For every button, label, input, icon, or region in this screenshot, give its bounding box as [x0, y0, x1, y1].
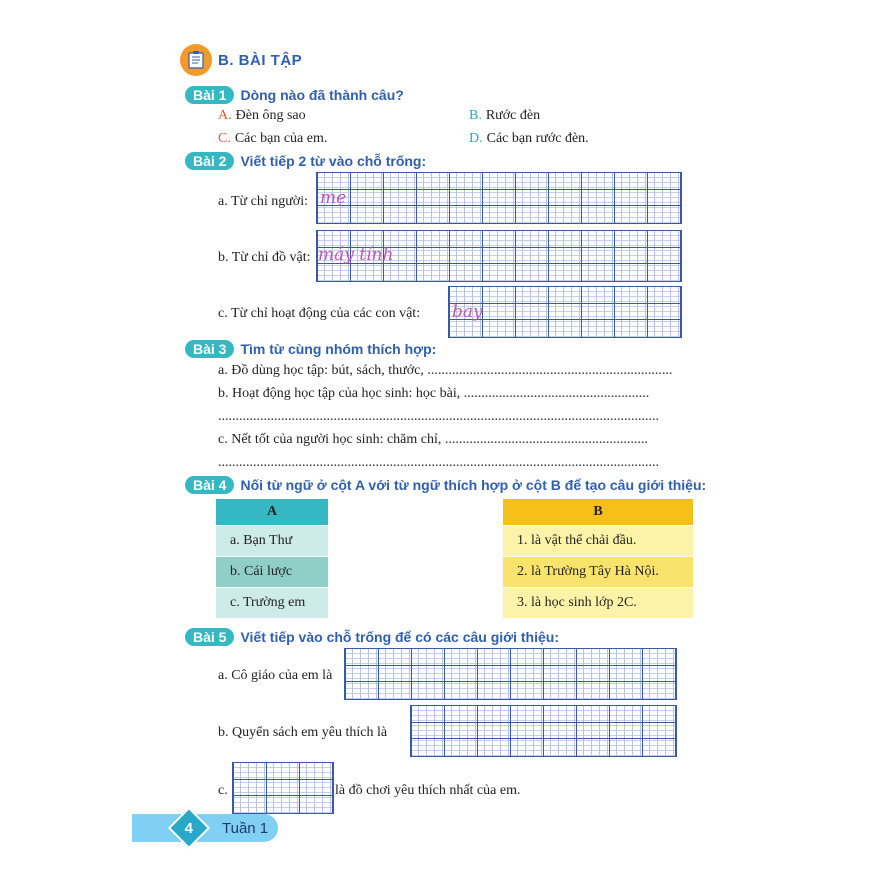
bai2-b-handwriting: máy tính	[318, 245, 394, 265]
bai5-title: Viết tiếp vào chỗ trống để có các câu giới thiệu:	[240, 629, 560, 645]
bai5-header	[185, 628, 559, 646]
option-letter: C.	[218, 131, 231, 146]
bai5-badge: Bài 5	[185, 628, 234, 646]
bai4-header	[185, 476, 706, 494]
column-b-item[interactable]: 3. là học sinh lớp 2C.	[503, 588, 693, 619]
bai2-title: Viết tiếp 2 từ vào chỗ trống:	[240, 153, 427, 169]
option-letter: D.	[469, 131, 483, 146]
week-label: Tuần 1	[222, 819, 269, 837]
bai1-title: Dòng nào đã thành câu?	[240, 87, 404, 103]
bai3-line-a[interactable]: a. Đồ dùng học tập: bút, sách, thước, ......................................................................	[218, 363, 673, 378]
column-a-item[interactable]: a. Bạn Thư	[216, 526, 328, 557]
bai4-badge: Bài 4	[185, 476, 234, 494]
bai3-line-b[interactable]: b. Hoạt động học tập của học sinh: học bài, .....................................................	[218, 386, 650, 401]
section-header	[180, 44, 302, 76]
bai5-c-suffix: là đồ chơi yêu thích nhất của em.	[335, 783, 521, 798]
bai1-option-a[interactable]	[218, 108, 306, 124]
bai1-option-b[interactable]	[469, 108, 540, 124]
page-number-badge	[168, 807, 210, 849]
page-number: 4	[184, 819, 194, 837]
option-text: Các bạn rước đèn.	[486, 131, 589, 146]
bai4-title: Nối từ ngữ ở cột A với từ ngữ thích hợp ở cột B để tạo câu giới thiệu:	[240, 477, 707, 493]
bai2-c-handwriting: bay	[452, 302, 483, 322]
column-a-item[interactable]: b. Cái lược	[216, 557, 328, 588]
page-footer	[132, 814, 278, 842]
bai3-title: Tìm từ cùng nhóm thích hợp:	[240, 341, 437, 357]
option-text: Rước đèn	[485, 108, 541, 123]
bai2-b-label: b. Từ chỉ đồ vật:	[218, 250, 311, 265]
column-b-header: B	[503, 499, 693, 526]
bai5-a-label: a. Cô giáo của em là	[218, 668, 333, 683]
bai2-a-writing-grid[interactable]	[316, 172, 682, 224]
bai3-line-b-cont[interactable]: ..............................................................................................................................	[218, 409, 659, 424]
bai3-line-c[interactable]: c. Nết tốt của người học sinh: chăm chỉ, ..........................................................	[218, 432, 648, 447]
bai2-c-label: c. Từ chỉ hoạt động của các con vật:	[218, 306, 421, 321]
option-text: Đèn ông sao	[235, 108, 306, 123]
bai2-header	[185, 152, 426, 170]
bai5-c-writing-grid[interactable]	[232, 762, 334, 814]
bai1-badge: Bài 1	[185, 86, 234, 104]
bai3-line-c-cont[interactable]: ..............................................................................................................................	[218, 455, 659, 470]
bai1-option-d[interactable]	[469, 131, 589, 147]
bai3-badge: Bài 3	[185, 340, 234, 358]
option-text: Các bạn của em.	[234, 131, 328, 146]
bai2-a-label: a. Từ chỉ người:	[218, 194, 308, 209]
notebook-icon	[180, 44, 212, 76]
column-a-item[interactable]: c. Trường em	[216, 588, 328, 619]
bai2-a-handwriting: mẹ	[320, 188, 347, 208]
option-letter: A.	[218, 108, 232, 123]
option-letter: B.	[469, 108, 482, 123]
bai4-column-b	[503, 499, 693, 619]
bai2-badge: Bài 2	[185, 152, 234, 170]
column-a-header: A	[216, 499, 328, 526]
bai1-option-c[interactable]	[218, 131, 327, 147]
section-title: B. BÀI TẬP	[218, 51, 303, 69]
bai1-header	[185, 86, 404, 104]
column-b-item[interactable]: 1. là vật thể chải đầu.	[503, 526, 693, 557]
bai5-a-writing-grid[interactable]	[344, 648, 677, 700]
bai4-column-a	[216, 499, 328, 619]
bai2-c-writing-grid[interactable]	[448, 286, 682, 338]
bai5-c-label: c.	[218, 783, 228, 798]
bai5-b-writing-grid[interactable]	[410, 705, 677, 757]
bai3-header	[185, 340, 436, 358]
bai5-b-label: b. Quyển sách em yêu thích là	[218, 725, 388, 740]
column-b-item[interactable]: 2. là Trường Tây Hà Nội.	[503, 557, 693, 588]
